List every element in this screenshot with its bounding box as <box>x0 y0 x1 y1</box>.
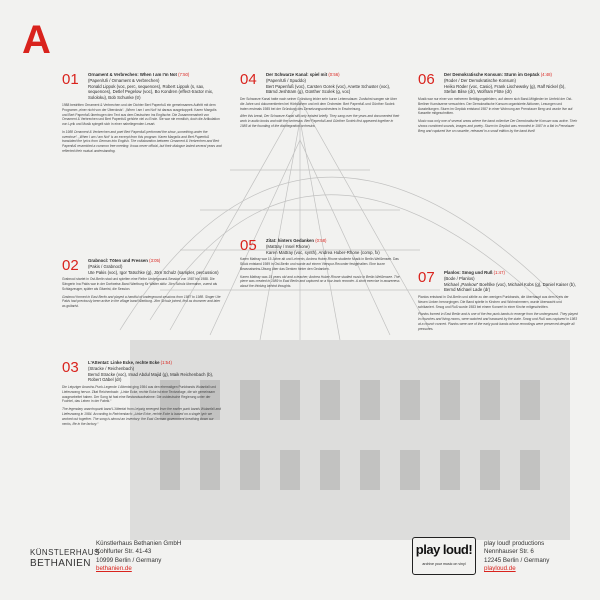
track-notes-en: Planlos formed in East Berlin and is one of the few punk bands to emerge from the underground. They played in churches and living rooms, were watched and harassed by the state. Smog und Ruß was captured in 1983 at a church concert. Planlos were one of the early punk bands whose recordings were preserved despite all pressures. <box>418 312 578 331</box>
track-credits: (Roder / Der Demokratische Konsum) <box>444 77 516 83</box>
track-notes-en: Grabnocl formed in East Berlin and played a handful of underground sessions from 1987 to 1988. Singer Ute Pakis had previously been active in the village band Wartburg. Jörn Schulz joined, first as drummer and later as guitarist. <box>62 294 221 309</box>
track-credits: (Stracke / Reichenbach) <box>88 365 135 371</box>
track-number: 04 <box>240 71 257 88</box>
side-letter: A <box>22 18 51 62</box>
track-credits: (Mattray / Insel Rhone) <box>266 243 310 249</box>
track-number: 02 <box>62 257 79 274</box>
address-line: Künstlerhaus Bethanien GmbH <box>96 540 182 547</box>
track-credits: (Bode / Planlos) <box>444 275 475 281</box>
track-notes-de: Musik war nur einer von mehreren Betätigungsfeldern, auf denen sich Band-Mitglieder im Umfeld der Ost-Berliner Kunstszene versuchten. Der Demokratische Konsum organisierte Aktionen, Lesungen und Ausstellungen. Sturm im Gepäck entstand 1987 in einer Wohnung am Prenzlauer Berg und wurde live auf Kassette mitgeschnitten. <box>418 97 573 116</box>
track-duration: (0:58) <box>315 238 327 243</box>
track-credits: (Papen/Uli / Ornament & Verbrechen) <box>88 77 160 83</box>
track-notes-de: Karen Mattray war 15 Jahre alt und Lehrerin, Andrea Huber-Rhone studierte Musik in Berlin-Weißensee. Das Stück entstand 1989 in Ost-Berlin und wurde auf einem Vierspur-Recorder festgehalten. Eine kurze Bewusstseins-Übung über das Denken hinter den Gedanken. <box>240 257 399 271</box>
playloud-link[interactable]: playloud.de <box>484 565 516 573</box>
track-personnel: Bernd Stracke (voc), Imad Abdul Majid (g), Maik Reichenbach (b), Robert Gäbel (dr) <box>88 371 214 383</box>
track-title: Zitat: hinters Gedanken <box>266 238 314 243</box>
track-number: 03 <box>62 359 79 376</box>
track-07 <box>418 270 578 335</box>
track-06 <box>418 72 578 137</box>
playloud-tagline: archive your music on vinyl <box>422 562 466 566</box>
track-personnel: Heiko Röder (voc, Casio), Frank Lischewsky (g), Ralf Nickel (b), Stefan Bilse (dr), Wolfram Flöte (dr) <box>444 83 566 95</box>
track-credits: (Pakis / Grabnocl) <box>88 263 123 269</box>
track-number: 01 <box>62 71 79 88</box>
address-line: Kohlfurter Str. 41-43 <box>96 548 152 556</box>
track-duration: (3:05) <box>149 258 161 263</box>
track-credits: (Papen/Uli / Spuddo) <box>266 77 306 83</box>
track-duration: (0:56) <box>328 72 340 77</box>
track-personnel: Ronald Lippok (voc, perc, sequences), Robert Lippok (s, sax, sequences), Detlef Pegelow (voc), Bo Kondren (effect-tractor mix, Sololoku), Bob Schunke (tr) <box>88 83 214 101</box>
kuenstlerhaus-logo <box>30 548 100 570</box>
track-notes-de: 1988 bestritten Ornament & Verbrechen und der Dichter Bert Papenfuß ein gemeinsames Auftritt mit dem Programm „einer nicht von der Überdosis“. „When I am I am Not“ ist daraus ausgekoppelt. Karen Margolis und Bert Papenfuß übertrugen den Text aus dem Deutschen ins Englische. Die Zusammenarbeit von Ornament & Verbrechen und Bert Papenfuß gehörte viel zu Ende. Sie war nie ernstlich, doch die Artikulation von Lyrik und Musik spiegelt sich in einer naheliegenden Lesart. <box>62 102 220 127</box>
kuenstlerhaus-link[interactable]: bethanien.de <box>96 565 132 573</box>
address-line: Nennhauser Str. 6 <box>484 548 534 556</box>
track-duration: (1:47) <box>493 270 505 275</box>
track-duration: (1:54) <box>160 360 172 365</box>
track-duration: (7:50) <box>178 72 190 77</box>
track-personnel: Bert Papenfuß (voc), Carsten Gorek (voc), Anette Schuster (voc), Bärnd Jeshtram (g), Günther Scolek (g, voc) <box>266 83 391 95</box>
track-notes-de: Der Schwarze Kanal hatte nach seiner Gründung leider sehr kurze Lebensdauer. Zunächst sangen sie über die Jahre und dokumentierten bei Hörbüchern und mit dem Orchester. Bert Papenfuß und Günther Scolek traten erstmals 1985 bei der Gründung des Zersetzungsorchesters in Erscheinung. <box>240 97 397 111</box>
track-05 <box>240 238 400 292</box>
track-notes-de: Grabnocl startet in Ost-Berlin stad und spielten eine Reihe Underground-Session von 1987 bis 1988. Die Sängerin Ina Pakis war in der Dorfweise-Band Wartburg für Walter aktiv. Jörn Schulz übernahm, zuerst als Schlagzeuger, später als Gitarrist, die Session. <box>62 277 218 291</box>
track-notes-de: Die Leipziger Anarcho-Punk-Legende L'Attentat ging 1984 aus den ehemaligen Punkbands Wutanfall und Lieferzwang hervor. Zitat Reichenbach: „Linke Ecke, rechte Ecke ist eine Textvorlage, die wir gemeinsam ausgearbeitet haben. Der Song ist fast eine Bestandsaufnahme: Die ostdeutsche Regierung unter der Fuchtel, das Leben in der Fabrik.“ <box>62 385 216 404</box>
track-notes-en: Music was only one of several areas where the band collective Der Demokratische Konsum was active. Their shows combined sounds, images and poetry. Sturm im Gepäck was recorded in 1987 in a flat in Prenzlauer Berg and captured live on cassette, released in a small edition by the band itself. <box>418 119 578 133</box>
track-number: 06 <box>418 71 435 88</box>
track-notes-en: After this break, Der Schwarze Kanal still only existed briefly. They sang over the years and documented their work in audio books and with the orchestra. Bert Papenfuß and Günther Scolek first appeared together in 1985 at the founding of the disintegration orchestra. <box>240 114 400 129</box>
address-line: 10999 Berlin / Germany <box>96 556 162 564</box>
track-notes-en: The legendary anarchopunk band L'Attentat from Leipzig emerged from the earlier punk bands Wutanfall and Lieferzwang in 1984. According to Reichenbach: „Linke Ecke, rechte Ecke is based on a single lyric we worked out together. The song is almost an inventory: the East German government breathing down our necks, life in the factory.“ <box>62 407 221 426</box>
track-notes-en: In 1988 Ornament & Verbrechen and poet Bert Papenfuß performed the show „something under the overdose“. „When I am I am Not“ is an excerpt from this program. Karen Margolis and Bert Papenfuß translated the lyrics from German into English. The collaboration between Ornament & Verbrechen and Bert Papenfuß resembled a common free meeting: it was never official, but their dialogue lasted several years and reflected their mutual understanding. <box>62 129 222 153</box>
playloud-address <box>484 540 549 573</box>
address-line: play loud! productions <box>484 540 545 547</box>
track-title: Ornament & Verbrechen: When I am I'm Not <box>88 72 177 77</box>
track-number: 07 <box>418 269 435 286</box>
track-notes-de: Planlos entstand in Ost-Berlin und zählte zu den wenigen Punkbands, die überhaupt aus dem Kreis der Neuen Linken hervorgingen. Die Band spielte in Kirchen und Wohnzimmern, wurde überwacht und schikaniert. Smog und Ruß wurde 1983 bei einem Konzert in einer Kirche mitgeschnitten. <box>418 295 569 309</box>
track-title: Planlos: Smog und Ruß <box>444 270 493 275</box>
track-duration: (4:48) <box>540 72 552 77</box>
track-personnel: Karen Mattray (voc, synth), Andrea Huber-Rhone (comp, fx) <box>266 249 380 255</box>
track-title: Der Demokratische Konsum: Sturm im Gepäck <box>444 72 540 77</box>
track-01 <box>62 72 222 157</box>
track-personnel: Michael „Pankow“ Boehlke (voc), Michael Kobs (g), Daniel Kaiser (b), Bernd Michael Lade (dr) <box>444 281 576 293</box>
logo-line-1: KÜNSTLERHAUS <box>30 548 100 557</box>
address-line: 12245 Berlin / Germany <box>484 556 550 564</box>
track-notes-en: Karen Mattray was 15 years old and a teacher; Andrea Huber-Rhone studied music in Berlin-Weißensee. The piece was created in 1989 in East Berlin and captured on a four-track recorder. A short exercise in awareness about the thinking behind thoughts. <box>240 274 400 289</box>
track-title: Grabnocl: Töten und Fressen <box>88 258 148 263</box>
track-number: 05 <box>240 237 257 254</box>
playloud-logo-text: play loud! <box>415 542 473 557</box>
logo-line-2: BETHANIEN <box>30 557 91 569</box>
track-title: L'Attentat: Linke Ecke, rechte Ecke <box>88 360 160 365</box>
track-04 <box>240 72 400 132</box>
track-title: Der Schwarze Kanal: spiel mit <box>266 72 328 77</box>
track-03 <box>62 360 222 429</box>
kuenstlerhaus-address <box>96 540 181 573</box>
track-personnel: Ute Pakis (voc), Igor Tatschke (g), Jörn Schulz (sampler, percussion) <box>88 269 219 275</box>
playloud-logo <box>412 537 476 575</box>
track-02 <box>62 258 222 312</box>
